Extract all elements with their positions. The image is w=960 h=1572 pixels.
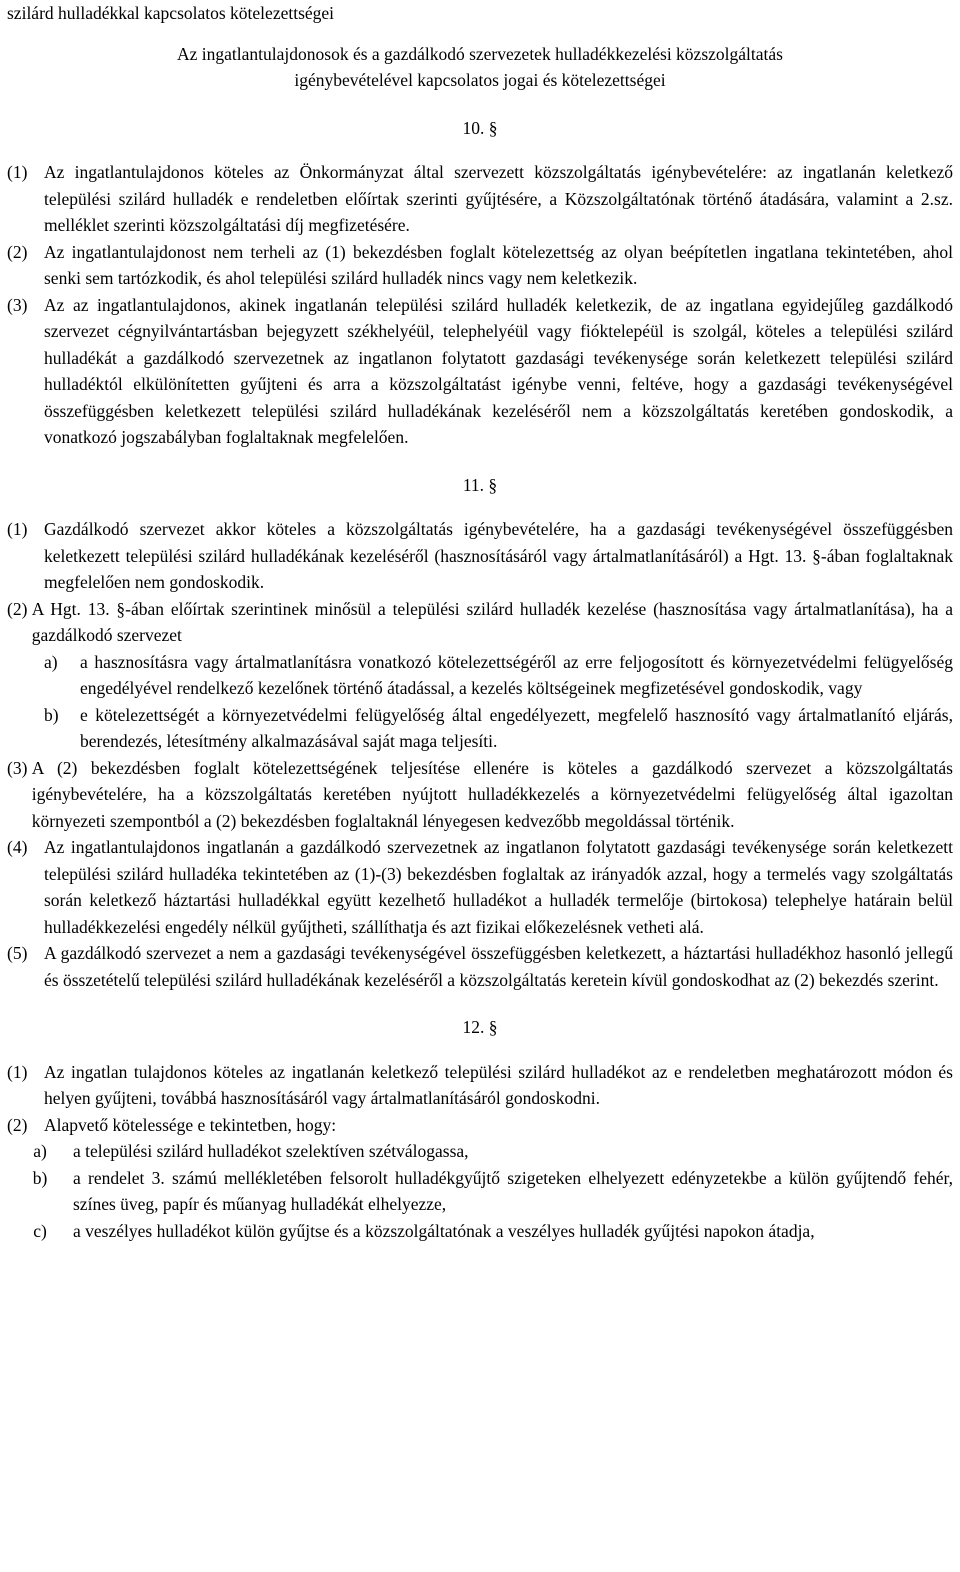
paragraph-text: Alapvető kötelessége e tekintetben, hogy:	[44, 1114, 337, 1135]
paragraph-number: (2)	[7, 1114, 28, 1135]
paragraph-text: Gazdálkodó szervezet akkor köteles a közszolgáltatás igénybevételére, ha a gazdasági tevékenységével összefüggésben keletkezett települési szilárd hulladékának kezeléséről (hasznosításáról vagy ártalmatlanításáról) a Hgt. 13. §-ában foglaltaknak megfelelően nem gondoskodik.	[44, 519, 953, 592]
paragraph-text: A gazdálkodó szervezet a nem a gazdasági tevékenységével összefüggésben keletkezett, a háztartási hulladékhoz hasonló jellegű és összetételű települési szilárd hulladékának kezeléséről a közszolgáltatás keretein kívül gondoskodhat az (2) bekezdés szerint.	[44, 943, 953, 990]
paragraph-text: A (2) bekezdésben foglalt kötelezettségének teljesítése ellenére is köteles a gazdálkodó szervezet a közszolgáltatás igénybevételére, ha a közszolgáltatás keretében nyújtott hulladékkezelés a környezetvédelmi felügyelőség által igazoltan környezeti szempontból a (2) bekezdésben foglaltaknál lényegesen kedvezőbb megoldással történik.	[31, 757, 953, 831]
paragraph-11-3	[7, 755, 953, 835]
sub-item-11-2-a	[44, 649, 953, 702]
header-title: szilárd hulladékkal kapcsolatos kötelezettségei	[7, 3, 335, 23]
paragraph-number: (5)	[7, 943, 28, 963]
paragraph-text: A Hgt. 13. §-ában előírtak szerintinek minősül a települési szilárd hulladék kezelése (hasznosítása vagy ártalmatlanítása), ha a gazdálkodó szervezet	[31, 598, 953, 645]
paragraph-text: Az ingatlantulajdonost nem terheli az (1) bekezdésben foglalt kötelezettség az olyan beépítetlen ingatlana tekintetében, ahol senki sem tartózkodik, és ahol települési szilárd hulladék nincs vagy nem keletkezik.	[44, 241, 953, 288]
list-item-label: a)	[33, 1141, 47, 1161]
paragraph-text: Az az ingatlantulajdonos, akinek ingatlanán települési szilárd hulladék keletkezik, de az ingatlana egyidejűleg gazdálkodó szervezet cégnyilvántartásban bejegyzett székhelyéül, telephelyéül vagy fióktelepéül is szolgál, köteles a települési szilárd hulladékát a gazdálkodó szervezetnek az ingatlanon folytatott gazdasági tevékenysége során keletkezett települési szilárd hulladéktól elkülönítetten gyűjteni és arra a közszolgáltatást igénybe venni, feltéve, hogy a gazdasági tevékenységével összefüggésben keletkezett települési szilárd hulladékának kezeléséről nem a közszolgáltatás keretében gondoskodik, a vonatkozó jogszabályban foglaltaknak megfelelően.	[44, 294, 953, 447]
paragraph-11-2	[7, 596, 953, 649]
list-item-text: a települési szilárd hulladékot szelektíven szétválogassa,	[73, 1141, 469, 1161]
sub-item-text: e kötelezettségét a környezetvédelmi felügyelőség által engedélyezett, megfelelő hasznosító vagy ártalmatlanító eljárás, berendezés, létesítmény alkalmazásával saját maga teljesíti.	[80, 704, 953, 751]
sub-item-label: b)	[44, 704, 59, 725]
paragraph-number: (3)	[7, 757, 32, 778]
list-item	[7, 1138, 953, 1165]
sub-item-11-2-b	[44, 702, 953, 755]
list-item	[7, 1218, 953, 1245]
sub-item-text: a hasznosításra vagy ártalmatlanításra vonatkozó kötelezettségéről az erre feljogosított és környezetvédelmi felügyelőség engedélyével rendelkező kezelőnek történő átadással, a kezelés költségeinek megfizetésével gondoskodik, vagy	[80, 651, 953, 698]
list-item-text: a veszélyes hulladékot külön gyűjtse és a közszolgáltatónak a veszélyes hulladék gyűjtési napokon átadja,	[73, 1220, 815, 1241]
paragraph-number: (2)	[7, 241, 28, 262]
document-body	[7, 0, 953, 1244]
paragraph-10-2	[7, 239, 953, 292]
paragraph-number: (3)	[7, 294, 28, 315]
paragraph-11-5	[7, 940, 953, 993]
paragraph-number: (1)	[7, 1061, 28, 1082]
paragraph-12-1	[7, 1059, 953, 1112]
list-item-label: b)	[32, 1167, 48, 1188]
paragraph-text: Az ingatlantulajdonos köteles az Önkormányzat által szervezett közszolgáltatás igénybevételére: az ingatlanán keletkező települési szilárd hulladék e rendeletben előírtak szerinti gyűjtésére, a Közszolgáltatónak történő átadására, valamint a 2.sz. melléklet szerinti közszolgáltatási díj megfizetésére.	[44, 162, 953, 235]
paragraph-number: (1)	[7, 519, 28, 539]
paragraph-11-4	[7, 834, 953, 940]
paragraph-10-3	[7, 292, 953, 451]
subtitle-line-1: Az ingatlantulajdonosok és a gazdálkodó szervezetek hulladékkezelési közszolgáltatás	[177, 43, 783, 64]
paragraph-11-1	[7, 516, 953, 596]
paragraph-12-2	[7, 1112, 953, 1139]
list-item	[7, 1165, 953, 1218]
paragraph-number: (4)	[7, 837, 28, 857]
section-heading-11: 11. §	[462, 474, 498, 495]
subtitle-line-2: igénybevételével kapcsolatos jogai és kötelezettségei	[294, 70, 666, 90]
section-heading-12: 12. §	[462, 1017, 498, 1037]
paragraph-text: Az ingatlan tulajdonos köteles az ingatlanán keletkező települési szilárd hulladékot az e rendeletben meghatározott módon és helyen gyűjteni, továbbá hasznosításáról vagy ártalmatlanításáról gondoskodni.	[44, 1061, 953, 1108]
section-heading-10: 10. §	[462, 117, 498, 138]
sub-item-label: a)	[44, 651, 58, 672]
paragraph-number: (1)	[7, 162, 28, 182]
paragraph-text: Az ingatlantulajdonos ingatlanán a gazdálkodó szervezetnek az ingatlanon folytatott gazdasági tevékenysége során keletkezett települési szilárd hulladéka tekintetében az (1)-(3) bekezdésben foglaltak az irányadók azzal, hogy a termelés vagy szolgáltatás során keletkező háztartási hulladékkal együtt kezelhető hulladékot a hulladék termelője (birtokosa) telephelye határain belül hulladékkezelési engedély nélkül gyűjtheti, szállíthatja és azt fizikai előkezelésnek vetheti alá.	[44, 837, 953, 937]
paragraph-10-1	[7, 159, 953, 239]
paragraph-number: (2)	[7, 598, 32, 619]
chapter-subtitle	[7, 41, 953, 94]
list-item-text: a rendelet 3. számú mellékletében felsorolt hulladékgyűjtő szigeteken elhelyezett edényzetekbe a külön gyűjtendő fehér, színes üveg, papír és műanyag hulladékát elhelyezze,	[73, 1167, 953, 1214]
list-item-label: c)	[33, 1220, 47, 1241]
